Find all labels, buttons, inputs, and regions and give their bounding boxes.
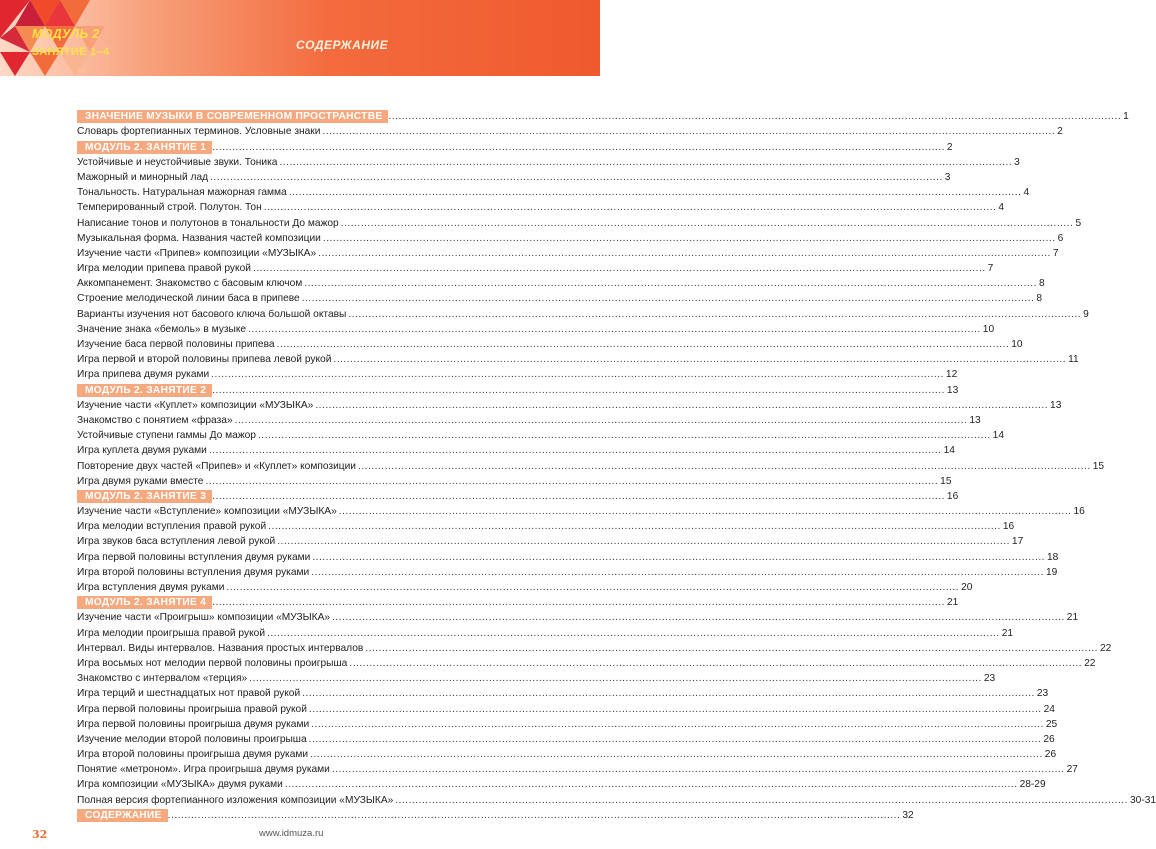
toc-entry-title: Написание тонов и полутонов в тональности До мажор	[77, 217, 339, 229]
dot-leader: ............................................................................................................................................................................................................................	[257, 430, 991, 442]
toc-entry[interactable]	[77, 685, 1049, 700]
toc-entry-title: Игра вступления двумя руками	[77, 582, 225, 593]
toc-page-number: 24	[1043, 703, 1055, 715]
toc-entry-title: Темперированный строй. Полутон. Тон	[77, 202, 262, 214]
toc-entry-title: Игра припева двумя руками	[77, 369, 210, 381]
header-banner	[0, 0, 600, 76]
toc-entry-title: Понятие «метроном». Игра проигрыша двумя руками	[77, 764, 330, 776]
toc-entry-title: Игра мелодии припева правой рукой	[77, 263, 251, 275]
dot-leader: ............................................................................................................................................................................................................................	[395, 794, 1128, 806]
toc-entry-title: Изучение части «Припев» композиции «МУЗЫКА»	[77, 247, 317, 259]
dot-leader: ............................................................................................................................................................................................................................	[301, 293, 1035, 305]
toc-entry[interactable]	[77, 123, 1063, 138]
toc-page-number: 27	[1066, 764, 1078, 776]
dot-leader: ............................................................................................................................................................................................................................	[248, 323, 981, 335]
toc-entry-title: Знакомство с понятием «фраза»	[77, 414, 233, 426]
toc-entry-title: Игра мелодии вступления правой рукой	[77, 521, 267, 533]
toc-page-number: 7	[987, 263, 994, 275]
toc-page-number: 11	[1068, 354, 1079, 366]
dot-leader: ............................................................................................................................................................................................................................	[311, 566, 1044, 578]
toc-page-number: 28-29	[1019, 779, 1046, 791]
dot-leader: ............................................................................................................................................................................................................................	[212, 490, 945, 502]
toc-entry[interactable]	[77, 761, 1078, 776]
toc-entry-title: Игра куплета двумя руками	[77, 445, 207, 457]
dot-leader: ............................................................................................................................................................................................................................	[252, 263, 986, 275]
toc-entry[interactable]	[77, 412, 981, 427]
dot-leader: ............................................................................................................................................................................................................................	[263, 202, 997, 214]
toc-entry-title: Игра терций и шестнадцатых нот правой рукой	[77, 688, 301, 700]
toc-page-number: 2	[1057, 126, 1063, 138]
dot-leader: ............................................................................................................................................................................................................................	[322, 126, 1056, 138]
toc-page-number: 4	[998, 202, 1005, 214]
toc-entry[interactable]	[77, 199, 1005, 214]
dot-leader: ............................................................................................................................................................................................................................	[312, 551, 1046, 563]
toc-entry-title: Игра двумя руками вместе	[77, 475, 204, 487]
toc-entry-title: Аккомпанемент. Знакомство с басовым ключом	[77, 278, 303, 290]
toc-entry[interactable]	[77, 579, 973, 594]
toc-entry-title: МОДУЛЬ 2. ЗАНЯТИЕ 2	[77, 384, 212, 397]
toc-page-number: 13	[1050, 399, 1062, 411]
toc-entry-title: Изучение баса первой половины припева	[77, 339, 275, 350]
toc-entry[interactable]	[77, 716, 1058, 731]
toc-entry[interactable]	[77, 214, 1082, 229]
toc-entry[interactable]	[77, 655, 1096, 670]
toc-section-heading[interactable]	[77, 594, 959, 609]
toc-page-number: 2	[946, 141, 953, 153]
toc-page-number: 10	[1011, 339, 1023, 350]
toc-entry[interactable]	[77, 290, 1043, 305]
dot-leader: ............................................................................................................................................................................................................................	[277, 536, 1010, 548]
dot-leader: ............................................................................................................................................................................................................................	[333, 354, 1067, 366]
toc-entry-title: Изучение части «Проигрыш» композиции «МУЗЫКА»	[77, 612, 331, 624]
dot-leader: ............................................................................................................................................................................................................................	[308, 733, 1042, 745]
toc-section-heading[interactable]	[77, 381, 959, 396]
toc-section-heading[interactable]	[77, 488, 959, 503]
toc-page-number: 8	[1038, 278, 1045, 290]
toc-page-number: 14	[992, 430, 1005, 442]
dot-leader: ............................................................................................................................................................................................................................	[315, 399, 1049, 411]
toc-entry-title: Мажорный и минорный лад	[77, 171, 209, 183]
lesson-label: ЗАНЯТИЕ 1–4	[32, 46, 110, 58]
toc-page-number: 21	[946, 597, 959, 609]
toc-entry-title: Игра второй половины проигрыша двумя руками	[77, 749, 309, 761]
dot-leader: ............................................................................................................................................................................................................................	[322, 232, 1056, 244]
toc-entry-title: Изучение части «Вступление» композиции «МУЗЫКА»	[77, 506, 337, 518]
dot-leader: ............................................................................................................................................................................................................................	[226, 582, 960, 593]
toc-entry-title: МОДУЛЬ 2. ЗАНЯТИЕ 3	[77, 490, 212, 503]
toc-page-number: 3	[944, 171, 951, 183]
toc-page-number: 4	[1023, 187, 1030, 199]
dot-leader: ............................................................................................................................................................................................................................	[210, 171, 943, 183]
toc-page-number: 10	[982, 323, 995, 335]
toc-entry-title: Игра первой половины проигрыша правой рукой	[77, 703, 307, 715]
dot-leader: ............................................................................................................................................................................................................................	[212, 597, 945, 609]
toc-entry-title: Игра первой половины вступления двумя руками	[77, 551, 311, 563]
toc-page-number: 23	[1036, 688, 1049, 700]
dot-leader: ............................................................................................................................................................................................................................	[284, 779, 1018, 791]
page-title: СОДЕРЖАНИЕ	[296, 38, 389, 52]
toc-entry-title: Игра звуков баса вступления левой рукой	[77, 536, 276, 548]
dot-leader: ............................................................................................................................................................................................................................	[302, 688, 1035, 700]
dot-leader: ............................................................................................................................................................................................................................	[349, 657, 1083, 669]
toc-page-number: 14	[943, 445, 955, 457]
toc-entry-title: МОДУЛЬ 2. ЗАНЯТИЕ 1	[77, 141, 212, 154]
toc-entry[interactable]	[77, 275, 1045, 290]
toc-entry[interactable]	[77, 503, 1085, 518]
toc-entry-title: СОДЕРЖАНИЕ	[77, 809, 168, 822]
toc-page-number: 30-31	[1129, 794, 1156, 806]
dot-leader: ............................................................................................................................................................................................................................	[311, 718, 1044, 730]
toc-page-number: 17	[1011, 536, 1024, 548]
toc-entry-title: Интервал. Виды интервалов. Названия простых интервалов	[77, 642, 364, 654]
dot-leader: ............................................................................................................................................................................................................................	[234, 414, 968, 426]
toc-entry[interactable]	[77, 154, 1020, 169]
toc-page-number: 7	[1052, 247, 1059, 259]
toc-page-number: 23	[983, 673, 996, 685]
toc-entry-title: Изучение части «Куплет» композиции «МУЗЫКА»	[77, 399, 314, 411]
toc-entry[interactable]	[77, 518, 1015, 533]
toc-entry[interactable]	[77, 336, 1023, 351]
module-label: МОДУЛЬ 2	[32, 27, 100, 41]
toc-entry-title: Устойчивые ступени гаммы До мажор	[77, 430, 256, 442]
toc-page-number: 12	[945, 369, 958, 381]
toc-entry[interactable]	[77, 245, 1059, 260]
toc-entry[interactable]	[77, 351, 1079, 366]
dot-leader: ............................................................................................................................................................................................................................	[318, 247, 1051, 259]
toc-entry[interactable]	[77, 609, 1079, 624]
toc-page-number: 22	[1084, 657, 1096, 669]
toc-page-number: 18	[1047, 551, 1059, 563]
dot-leader: ............................................................................................................................................................................................................................	[332, 612, 1065, 624]
dot-leader: ............................................................................................................................................................................................................................	[357, 460, 1091, 472]
dot-leader: ............................................................................................................................................................................................................................	[310, 749, 1043, 761]
toc-page-number: 15	[940, 475, 952, 487]
toc-page-number: 5	[1075, 217, 1082, 229]
toc-entry-title: МОДУЛЬ 2. ЗАНЯТИЕ 4	[77, 596, 212, 609]
footer-url[interactable]: www.idmuza.ru	[259, 828, 324, 839]
toc-page-number: 13	[946, 384, 959, 396]
toc-entry[interactable]	[77, 442, 955, 457]
toc-entry-title: Варианты изучения нот басового ключа большой октавы	[77, 308, 347, 320]
toc-page-number: 16	[1073, 506, 1085, 518]
toc-page-number: 20	[961, 582, 973, 593]
dot-leader: ............................................................................................................................................................................................................................	[288, 187, 1022, 199]
toc-entry[interactable]	[77, 184, 1030, 199]
dot-leader: ............................................................................................................................................................................................................................	[268, 521, 1001, 533]
toc-entry[interactable]	[77, 670, 996, 685]
dot-leader: ............................................................................................................................................................................................................................	[249, 673, 982, 685]
dot-leader: ............................................................................................................................................................................................................................	[340, 217, 1074, 229]
dot-leader: ............................................................................................................................................................................................................................	[208, 445, 942, 457]
toc-entry-title: Игра композиции «МУЗЫКА» двумя руками	[77, 779, 283, 791]
toc-page-number: 26	[1044, 749, 1057, 761]
toc-entry[interactable]	[77, 321, 995, 336]
toc-entry[interactable]	[77, 533, 1024, 548]
toc-section-heading[interactable]	[77, 108, 1129, 123]
dot-leader: ............................................................................................................................................................................................................................	[308, 703, 1042, 715]
toc-section-heading[interactable]	[77, 807, 914, 822]
toc-page-number: 21	[1001, 627, 1014, 639]
toc-entry[interactable]	[77, 457, 1105, 472]
toc-entry-title: Тональность. Натуральная мажорная гамма	[77, 187, 287, 199]
toc-page-number: 22	[1100, 642, 1112, 654]
toc-page-number: 13	[969, 414, 981, 426]
dot-leader: ............................................................................................................................................................................................................................	[167, 809, 901, 821]
toc-page-number: 8	[1036, 293, 1043, 305]
toc-entry[interactable]	[77, 260, 994, 275]
toc-page-number: 25	[1045, 718, 1058, 730]
toc-page-number: 9	[1083, 308, 1089, 320]
toc-page-number: 26	[1043, 733, 1055, 745]
toc-entry[interactable]	[77, 640, 1112, 655]
dot-leader: ............................................................................................................................................................................................................................	[211, 369, 944, 381]
toc-entry[interactable]	[77, 791, 1156, 806]
dot-leader: ............................................................................................................................................................................................................................	[338, 506, 1072, 518]
toc-entry[interactable]	[77, 700, 1055, 715]
toc-page-number: 15	[1092, 460, 1105, 472]
toc-entry[interactable]	[77, 564, 1058, 579]
dot-leader: ............................................................................................................................................................................................................................	[365, 642, 1099, 654]
toc-page-number: 1	[1123, 111, 1129, 123]
toc-page-number: 6	[1057, 232, 1064, 244]
toc-entry-title: Строение мелодической линии баса в припеве	[77, 293, 300, 305]
toc-entry[interactable]	[77, 548, 1059, 563]
toc-entry-title: ЗНАЧЕНИЕ МУЗЫКИ В СОВРЕМЕННОМ ПРОСТРАНСТВЕ	[77, 110, 388, 123]
toc-page-number: 32	[902, 809, 914, 821]
toc-entry[interactable]	[77, 397, 1062, 412]
toc-page-number: 16	[1002, 521, 1015, 533]
dot-leader: ............................................................................................................................................................................................................................	[267, 627, 1000, 639]
dot-leader: ............................................................................................................................................................................................................................	[276, 339, 1010, 350]
dot-leader: ............................................................................................................................................................................................................................	[348, 308, 1082, 320]
toc-entry-title: Повторение двух частей «Припев» и «Куплет» композиции	[77, 460, 356, 472]
toc-entry[interactable]	[77, 427, 1005, 442]
toc-entry-title: Игра первой и второй половины припева левой рукой	[77, 354, 332, 366]
toc-entry[interactable]	[77, 624, 1014, 639]
toc-entry[interactable]	[77, 776, 1046, 791]
toc-entry[interactable]	[77, 169, 951, 184]
table-of-contents	[77, 108, 1156, 822]
toc-entry-title: Музыкальная форма. Названия частей композиции	[77, 232, 321, 244]
toc-page-number: 19	[1045, 566, 1058, 578]
dot-leader: ............................................................................................................................................................................................................................	[388, 111, 1122, 123]
toc-entry-title: Словарь фортепианных терминов. Условные знаки	[77, 126, 321, 138]
dot-leader: ............................................................................................................................................................................................................................	[212, 384, 945, 396]
toc-entry-title: Игра восьмых нот мелодии первой половины проигрыша	[77, 657, 348, 669]
toc-entry[interactable]	[77, 305, 1089, 320]
toc-page-number: 3	[1014, 156, 1020, 168]
toc-entry-title: Игра мелодии проигрыша правой рукой	[77, 627, 266, 639]
toc-entry-title: Устойчивые и неустойчивые звуки. Тоника	[77, 156, 278, 168]
page-number: 32	[32, 828, 48, 841]
dot-leader: ............................................................................................................................................................................................................................	[304, 278, 1037, 290]
toc-entry[interactable]	[77, 366, 958, 381]
toc-entry-title: Значение знака «бемоль» в музыке	[77, 323, 247, 335]
toc-entry[interactable]	[77, 746, 1057, 761]
toc-entry-title: Полная версия фортепианного изложения композиции «МУЗЫКА»	[77, 794, 394, 806]
toc-entry[interactable]	[77, 731, 1055, 746]
toc-entry-title: Изучение мелодии второй половины проигрыша	[77, 733, 307, 745]
toc-page-number: 21	[1066, 612, 1079, 624]
toc-entry[interactable]	[77, 473, 952, 488]
toc-entry-title: Знакомство с интервалом «терция»	[77, 673, 248, 685]
dot-leader: ............................................................................................................................................................................................................................	[331, 764, 1065, 776]
dot-leader: ............................................................................................................................................................................................................................	[205, 475, 939, 487]
toc-entry-title: Игра второй половины вступления двумя руками	[77, 566, 310, 578]
toc-section-heading[interactable]	[77, 138, 953, 153]
toc-page-number: 16	[946, 490, 959, 502]
toc-entry[interactable]	[77, 230, 1064, 245]
dot-leader: ............................................................................................................................................................................................................................	[212, 141, 945, 153]
toc-entry-title: Игра первой половины проигрыша двумя руками	[77, 718, 310, 730]
dot-leader: ............................................................................................................................................................................................................................	[279, 156, 1013, 168]
